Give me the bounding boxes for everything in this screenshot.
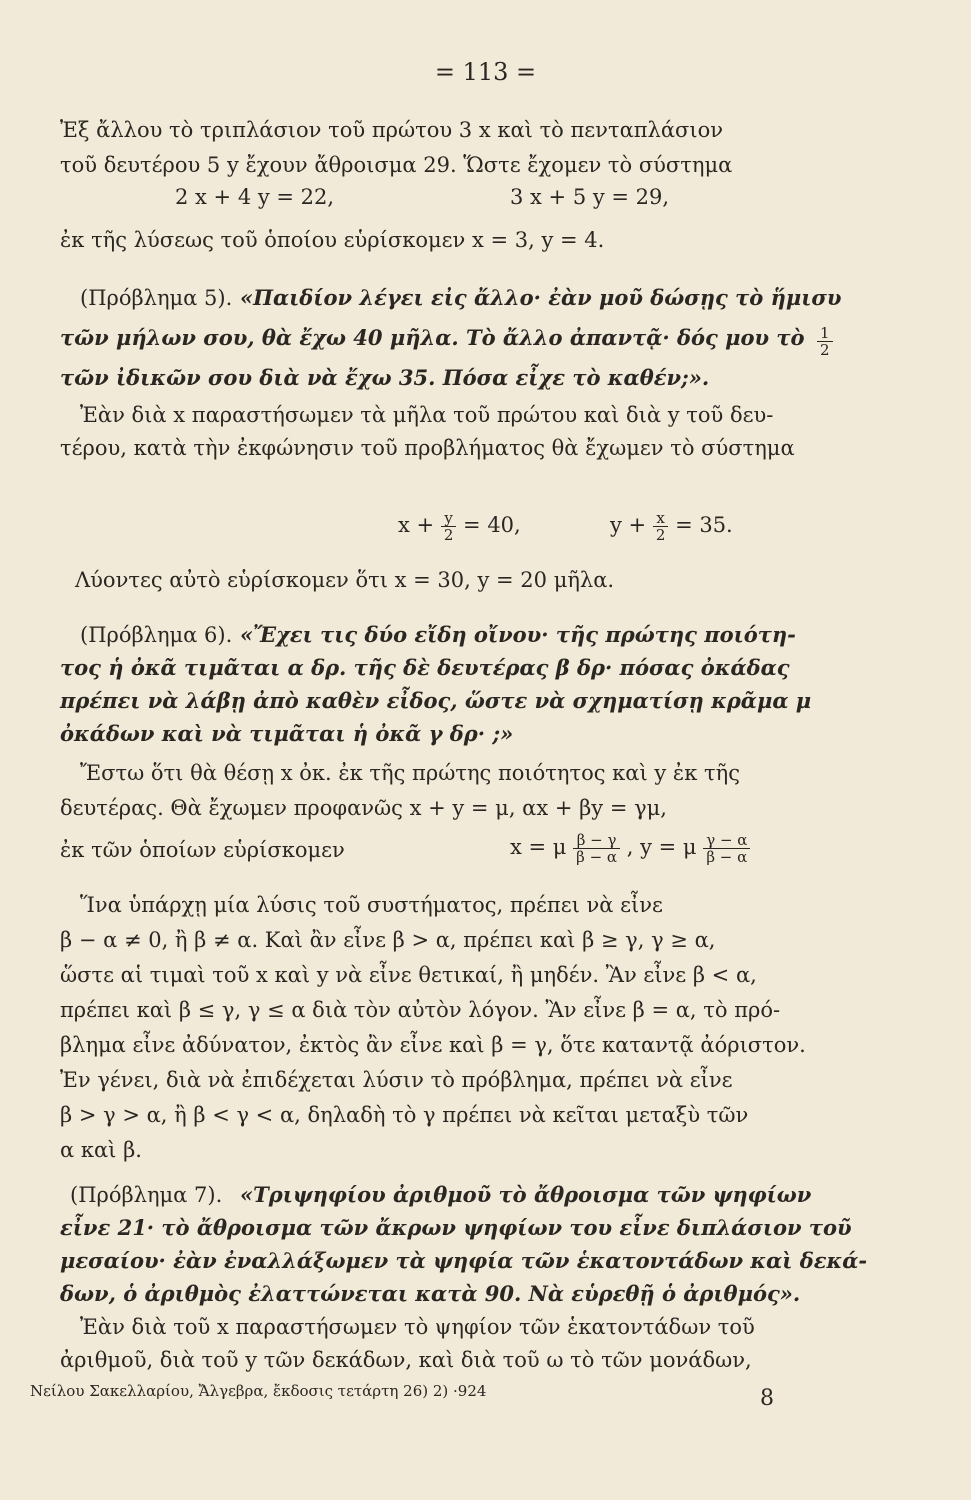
fraction <box>573 832 620 865</box>
text-line: ἐκ τῶν ὁποίων εὑρίσκομεν <box>60 838 345 862</box>
problem-statement: «Παιδίον λέγει εἰς ἄλλο· ἐὰν μοῦ δώσῃς τὸ ἥμισυ <box>240 285 842 310</box>
problem-statement: εἶνε 21· τὸ ἄθροισμα τῶν ἄκρων ψηφίων του εἶνε διπλάσιον τοῦ <box>60 1215 852 1240</box>
equation-part: = 35. <box>675 513 733 537</box>
text-line: βλημα εἶνε ἀδύνατον, ἐκτὸς ἂν εἶνε καὶ β = γ, ὅτε καταντᾷ ἀόριστον. <box>60 1033 806 1057</box>
page-number: = 113 = <box>434 58 537 86</box>
fraction-half <box>817 325 833 358</box>
text-line: Ἐὰν διὰ x παραστήσωμεν τὰ μῆλα τοῦ πρώτου καὶ διὰ y τοῦ δευ- <box>80 403 774 427</box>
text-line: δευτέρας. Θὰ ἔχωμεν προφανῶς x + y = μ, αx + βy = γμ, <box>60 796 667 820</box>
problem-statement: ὀκάδων καὶ νὰ τιμᾶται ἡ ὀκᾶ γ δρ· ;» <box>60 721 514 746</box>
problem-statement: τῶν ἰδικῶν σου διὰ νὰ ἔχω 35. Πόσα εἶχε τὸ καθέν;». <box>60 365 710 390</box>
equation-part: y + <box>610 513 647 537</box>
equation-1b: 3 x + 5 y = 29, <box>510 185 670 209</box>
problem-statement: τος ἡ ὀκᾶ τιμᾶται α δρ. τῆς δὲ δευτέρας β δρ· πόσας ὀκάδας <box>60 655 790 680</box>
problem-statement: τῶν μήλων σου, θὰ ἔχω 40 μῆλα. Τὸ ἄλλο ἀπαντᾷ· δός μου τὸ <box>60 325 805 350</box>
text-line: β − α ≠ 0, ἢ β ≠ α. Καὶ ἂν εἶνε β > α, πρέπει καὶ β ≥ γ, γ ≥ α, <box>60 928 716 952</box>
text-line: πρέπει καὶ β ≤ γ, γ ≤ α διὰ τὸν αὐτὸν λόγον. Ἂν εἶνε β = α, τὸ πρό- <box>60 998 781 1022</box>
fraction-denominator: 2 <box>820 341 830 359</box>
solution-equations <box>510 832 750 865</box>
problem-statement: «Ἔχει τις δύο εἴδη οἴνου· τῆς πρώτης ποιότη- <box>240 622 796 647</box>
problem-label: (Πρόβλημα 5). <box>80 286 233 310</box>
equation-part: x + <box>398 513 435 537</box>
fraction-denominator: β − α <box>706 848 748 866</box>
fraction <box>441 510 457 543</box>
text-line: ὥστε αἱ τιμαὶ τοῦ x καὶ y νὰ εἶνε θετικαί, ἢ μηδέν. Ἂν εἶνε β < α, <box>60 963 757 987</box>
text-line: Ἵνα ὑπάρχῃ μία λύσις τοῦ συστήματος, πρέπει νὰ εἶνε <box>80 893 663 917</box>
equation-2b <box>610 510 733 543</box>
text-line: Ἐξ ἄλλου τὸ τριπλάσιον τοῦ πρώτου 3 x καὶ τὸ πενταπλάσιον <box>60 118 724 142</box>
problem-statement: δων, ὁ ἀριθμὸς ἐλαττώνεται κατὰ 90. Νὰ εὑρεθῇ ὁ ἀριθμός». <box>60 1281 801 1306</box>
problem-label: (Πρόβλημα 6). <box>80 623 233 647</box>
fraction-denominator: 2 <box>655 526 666 544</box>
fraction-numerator: y <box>441 510 457 527</box>
fraction-numerator: γ − α <box>703 832 750 849</box>
equation-2a <box>398 510 521 543</box>
text-line: τοῦ δευτέρου 5 y ἔχουν ἄθροισμα 29. Ὥστε ἔχομεν τὸ σύστημα <box>60 153 733 177</box>
fraction-numerator: 1 <box>817 325 833 342</box>
fraction-denominator: β − α <box>576 848 618 866</box>
text-line: Ἐν γένει, διὰ νὰ ἐπιδέχεται λύσιν τὸ πρόβλημα, πρέπει νὰ εἶνε <box>60 1068 733 1092</box>
text-line: Ἐὰν διὰ τοῦ x παραστήσωμεν τὸ ψηφίον τῶν ἑκατοντάδων τοῦ <box>80 1315 755 1339</box>
text-line: ἐκ τῆς λύσεως τοῦ ὁποίου εὑρίσκομεν x = 3, y = 4. <box>60 228 605 252</box>
text-line: ἀριθμοῦ, διὰ τοῦ y τῶν δεκάδων, καὶ διὰ τοῦ ω τὸ τῶν μονάδων, <box>60 1348 752 1372</box>
equation-part: x = μ <box>510 835 567 859</box>
problem-statement: πρέπει νὰ λάβῃ ἀπὸ καθὲν εἶδος, ὥστε νὰ σχηματίσῃ κρᾶμα μ <box>60 688 812 713</box>
page-footer: Νείλου Σακελλαρίου, Ἄλγεβρα, ἔκδοσις τετάρτη 26) 2) ·924 <box>30 1382 487 1400</box>
equation-part: = 40, <box>463 513 521 537</box>
text-line: τέρου, κατὰ τὴν ἐκφώνησιν τοῦ προβλήματος θὰ ἔχωμεν τὸ σύστημα <box>60 436 795 460</box>
text-line: Λύοντες αὐτὸ εὑρίσκομεν ὅτι x = 30, y = 20 μῆλα. <box>75 568 615 592</box>
equation-1a: 2 x + 4 y = 22, <box>175 185 335 209</box>
fraction-numerator: β − γ <box>573 832 620 849</box>
fraction <box>703 832 750 865</box>
text-line: Ἔστω ὅτι θὰ θέσῃ x ὀκ. ἐκ τῆς πρώτης ποιότητος καὶ y ἐκ τῆς <box>80 761 740 785</box>
fraction <box>653 510 669 543</box>
equation-part: , y = μ <box>626 835 697 859</box>
problem-statement: μεσαίου· ἐὰν ἐναλλάξωμεν τὰ ψηφία τῶν ἑκατοντάδων καὶ δεκά- <box>60 1248 868 1273</box>
signature-mark: 8 <box>760 1386 774 1411</box>
fraction-numerator: x <box>653 510 669 527</box>
fraction-denominator: 2 <box>443 526 454 544</box>
text-line: β > γ > α, ἢ β < γ < α, δηλαδὴ τὸ γ πρέπει νὰ κεῖται μεταξὺ τῶν <box>60 1103 749 1127</box>
problem-statement: «Τριψηφίου ἀριθμοῦ τὸ ἄθροισμα τῶν ψηφίων <box>240 1182 812 1207</box>
text-line: α καὶ β. <box>60 1138 142 1162</box>
problem-label: (Πρόβλημα 7). <box>70 1183 223 1207</box>
